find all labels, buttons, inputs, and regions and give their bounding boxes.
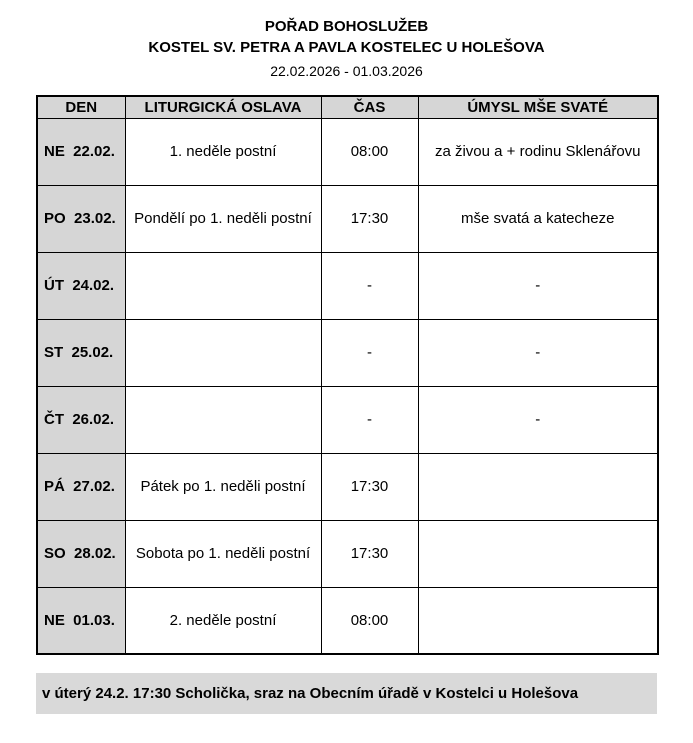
day-cell: SO 28.02.	[37, 520, 125, 587]
day-cell: NE 22.02.	[37, 118, 125, 185]
day-cell: PO 23.02.	[37, 185, 125, 252]
time-cell: 08:00	[321, 118, 418, 185]
time-cell: 17:30	[321, 453, 418, 520]
liturgy-cell	[125, 319, 321, 386]
day-cell: PÁ 27.02.	[37, 453, 125, 520]
liturgy-cell: 1. neděle postní	[125, 118, 321, 185]
liturgy-cell: Sobota po 1. neděli postní	[125, 520, 321, 587]
time-cell: 17:30	[321, 185, 418, 252]
table-row	[37, 118, 658, 185]
intention-cell: -	[418, 252, 658, 319]
table-row	[37, 252, 658, 319]
time-cell: 17:30	[321, 520, 418, 587]
day-cell: ÚT 24.02.	[37, 252, 125, 319]
liturgy-cell: Pátek po 1. neděli postní	[125, 453, 321, 520]
time-cell: -	[321, 252, 418, 319]
page-title: POŘAD BOHOSLUŽEB	[264, 18, 429, 35]
table-row	[37, 587, 658, 654]
table-row	[37, 453, 658, 520]
column-header-cas: ČAS	[321, 96, 418, 118]
liturgy-cell	[125, 252, 321, 319]
intention-cell	[418, 520, 658, 587]
church-name: KOSTEL SV. PETRA A PAVLA KOSTELEC U HOLEŠOVA	[148, 39, 545, 56]
date-range: 22.02.2026 - 01.03.2026	[270, 63, 423, 79]
schedule-table	[36, 95, 659, 655]
intention-cell	[418, 453, 658, 520]
intention-cell: -	[418, 319, 658, 386]
day-cell: ST 25.02.	[37, 319, 125, 386]
intention-cell: za živou a + rodinu Sklenářovu	[418, 118, 658, 185]
table-row	[37, 520, 658, 587]
column-header-umysl: ÚMYSL MŠE SVATÉ	[418, 96, 658, 118]
liturgy-cell: 2. neděle postní	[125, 587, 321, 654]
table-row	[37, 319, 658, 386]
intention-cell: mše svatá a katecheze	[418, 185, 658, 252]
footer-note	[36, 673, 657, 714]
column-header-oslava: LITURGICKÁ OSLAVA	[125, 96, 321, 118]
day-cell: NE 01.03.	[37, 587, 125, 654]
liturgy-cell: Pondělí po 1. neděli postní	[125, 185, 321, 252]
title-block	[0, 16, 693, 81]
table-row	[37, 386, 658, 453]
liturgy-cell	[125, 386, 321, 453]
table-row	[37, 185, 658, 252]
column-header-den: DEN	[37, 96, 125, 118]
footer-note-text: v úterý 24.2. 17:30 Scholička, sraz na Obecním úřadě v Kostelci u Holešova	[42, 685, 579, 702]
day-cell: ČT 26.02.	[37, 386, 125, 453]
time-cell: -	[321, 319, 418, 386]
intention-cell: -	[418, 386, 658, 453]
time-cell: 08:00	[321, 587, 418, 654]
intention-cell	[418, 587, 658, 654]
time-cell: -	[321, 386, 418, 453]
table-header-row	[37, 96, 658, 118]
